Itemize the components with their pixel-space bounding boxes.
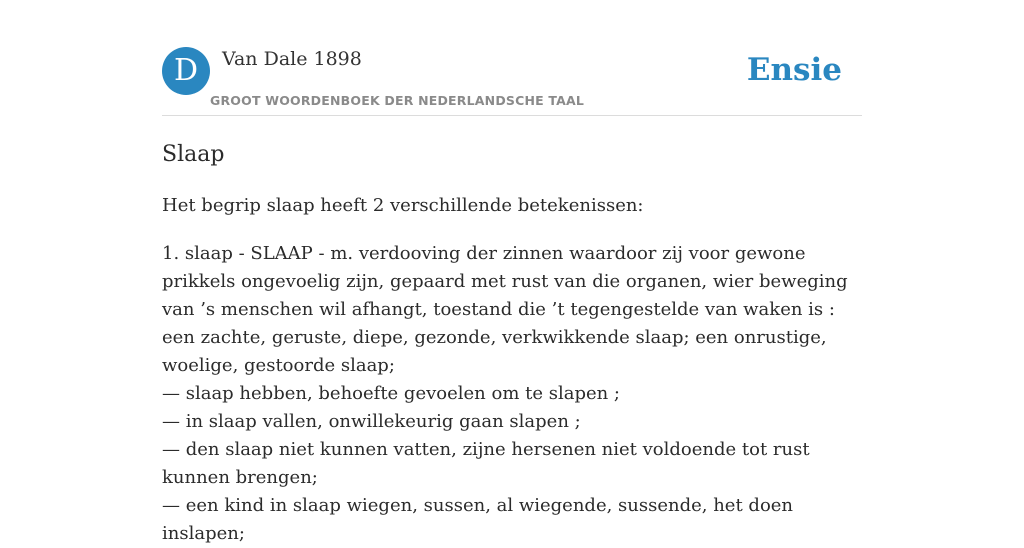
- definition-line: — in slaap vallen, onwillekeurig gaan slapen ;: [162, 411, 581, 432]
- source-logo[interactable]: D: [162, 47, 210, 95]
- definition-line: — slaap hebben, behoefte gevoelen om te slapen ;: [162, 383, 620, 404]
- definition-line: 1. slaap - SLAAP - m. verdooving der zinnen waardoor zij voor gewone prikkels ongevoelig zijn, gepaard met rust van die organen, wier beweging van ’s menschen wil afhangt, toestand die ’t tegengestelde van waken is : een zachte, geruste, diepe, gezonde, verkwikkende slaap; een onrustige, woelige, gestoorde slaap;: [162, 243, 848, 376]
- definition-line: — een kind in slaap wiegen, sussen, al wiegende, sussende, het doen inslapen;: [162, 495, 794, 544]
- brand-logo[interactable]: Ensie: [746, 52, 842, 88]
- entry-title: Slaap: [162, 142, 225, 167]
- definition: [162, 240, 862, 548]
- definition-line: — den slaap niet kunnen vatten, zijne hersenen niet voldoende tot rust kunnen brengen;: [162, 439, 810, 488]
- page: [162, 0, 862, 548]
- source-subtitle: GROOT WOORDENBOEK DER NEDERLANDSCHE TAAL: [210, 93, 585, 108]
- entry-intro: Het begrip slaap heeft 2 verschillende betekenissen:: [162, 195, 644, 216]
- source-title[interactable]: Van Dale 1898: [222, 48, 362, 70]
- source-header: [162, 47, 862, 116]
